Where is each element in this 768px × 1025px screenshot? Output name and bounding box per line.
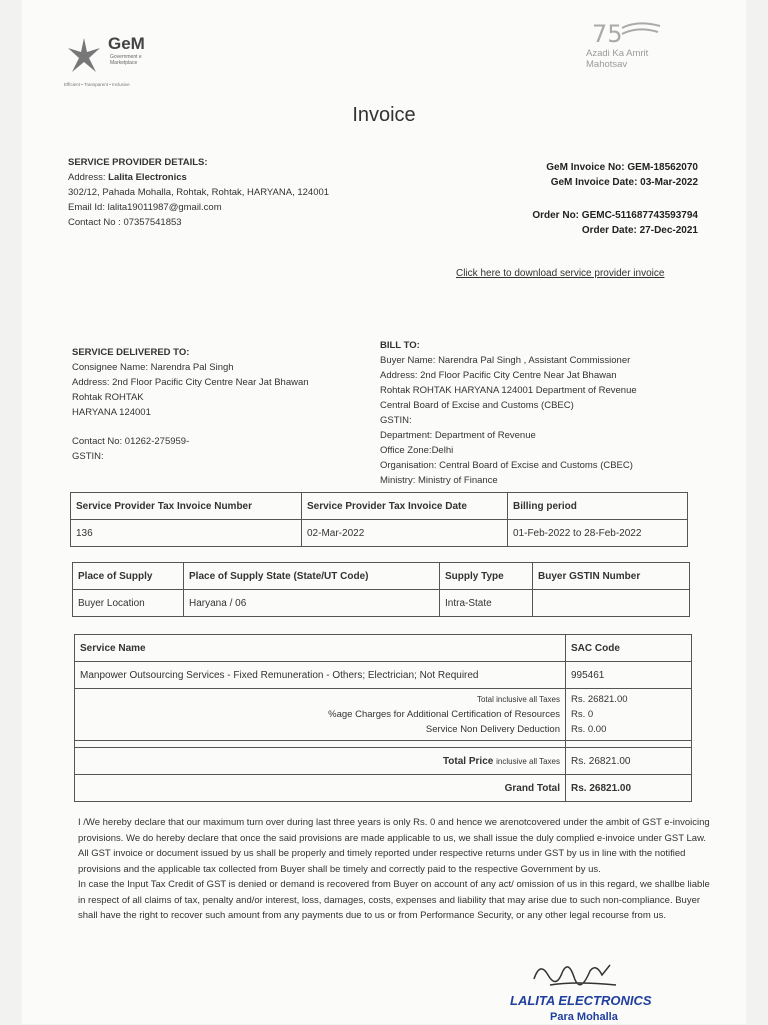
service-provider-address-line: 302/12, Pahada Mohalla, Rohtak, Rohtak, HARYANA, 124001 [68,187,330,198]
sac-code-header: SAC Code [566,635,692,662]
bill-address-1: Address: 2nd Floor Pacific City Centre Near Jat Bhawan [380,370,617,381]
table-header: Service Provider Tax Invoice Date [302,493,508,520]
table-header: Billing period [508,493,688,520]
table-row [73,590,690,617]
service-provider-name: Lalita Electronics [108,172,187,183]
table-row [75,741,692,748]
total-label: Total inclusive all Taxes [476,695,560,704]
bill-to-heading: BILL TO: [380,340,420,351]
delivery-gstin: GSTIN: [72,451,104,462]
service-delivered-to [72,345,309,464]
table-header: Place of Supply [73,563,184,590]
charges-values-cell [566,689,692,741]
service-provider-heading: SERVICE PROVIDER DETAILS: [68,157,208,168]
bill-organisation: Organisation: Central Board of Excise and Customs (CBEC) [380,460,633,471]
gem-invoice-no: GeM Invoice No: GEM-18562070 [546,162,698,173]
gem-star-icon [64,36,104,76]
bill-to [380,338,637,488]
table-row [75,748,692,775]
declaration-p1: I /We hereby declare that our maximum turn over during last three years is only Rs. 0 and hence we arenotcovered under the ambit of GST e-invoicing provisions. We do hereby declare that once the said provisions are made applicable to us, we shall issue the duly complied e-invoice under GST Law. [78,817,710,844]
charges-labels-cell [75,689,566,741]
service-name-cell: Manpower Outsourcing Services - Fixed Remuneration - Others; Electrician; Not Required [75,662,566,689]
bill-ministry: Ministry: Ministry of Finance [380,475,498,486]
invoice-date-cell: 02-Mar-2022 [302,520,508,547]
deduction-label: Service Non Delivery Deduction [425,724,560,735]
table-header: Buyer GSTIN Number [533,563,690,590]
table-header: Supply Type [440,563,533,590]
declaration-p3: In case the Input Tax Credit of GST is denied or demand is recovered from Buyer on account of any act/ omission of us in this regard, we shallbe liable in respect of all claims of tax, penalty and/or interest, loss, damages, costs, expenses and liability that may arise due to such non-compliance. Buyer shall have the right to recover such amount from any payments due to us or from Performance Security, or any other legal recourse from us. [78,879,710,921]
bill-office: Office Zone:Delhi [380,445,454,456]
azadi-logo [582,18,722,78]
table-row [75,635,692,662]
buyer-gstin-cell [533,590,690,617]
download-invoice-link[interactable]: Click here to download service provider invoice [456,268,665,279]
total-price-value: Rs. 26821.00 [566,748,692,775]
gem-logo [64,34,174,94]
table-row [73,563,690,590]
place-of-supply-table [72,562,690,617]
service-provider-address: Address: Lalita Electronics [68,172,187,183]
stamp-address: Para Mohalla [550,1011,618,1023]
gem-tagline: Efficient • Transparent • Inclusive [64,82,130,87]
invoice-page [22,0,746,1024]
supply-type-cell: Intra-State [440,590,533,617]
invoice-title: Invoice [352,104,416,126]
gem-subtitle: Government e Marketplace [110,54,142,66]
deduction-value: Rs. 0.00 [571,724,607,735]
consignee-name: Consignee Name: Narendra Pal Singh [72,362,234,373]
gem-wordmark: GeM [108,34,145,53]
charges-label: %age Charges for Additional Certification of Resources [328,709,560,720]
invoice-info [532,160,698,238]
total-value: Rs. 26821.00 [571,694,628,705]
delivery-contact: Contact No: 01262-275959- [72,436,190,447]
declaration-p2: All GST invoice or document issued by us shall be properly and timely reported under respective returns under GST by us in line with the notified provisions and the applicable tax collected from Buyer shall be timely and correctly paid to the respective Government by us. [78,848,686,875]
bill-department: Department: Department of Revenue [380,430,536,441]
invoice-number-cell: 136 [71,520,302,547]
table-row [75,775,692,802]
state-code-cell: Haryana / 06 [184,590,440,617]
azadi-75-icon [592,18,662,48]
billing-period-cell: 01-Feb-2022 to 28-Feb-2022 [508,520,688,547]
signature-stamp [490,955,730,1025]
stamp-name: LALITA ELECTRONICS [510,993,652,1008]
service-delivered-heading: SERVICE DELIVERED TO: [72,347,190,358]
grand-total-value: Rs. 26821.00 [566,775,692,802]
table-row [75,662,692,689]
place-of-supply-cell: Buyer Location [73,590,184,617]
bill-address-3: Central Board of Excise and Customs (CBEC) [380,400,574,411]
delivery-address-1: Address: 2nd Floor Pacific City Centre Near Jat Bhawan [72,377,309,388]
service-provider-details [68,155,329,230]
signature-mark [530,955,620,991]
tax-invoice-table [70,492,688,547]
buyer-name: Buyer Name: Narendra Pal Singh , Assistant Commissioner [380,355,631,366]
table-header: Service Provider Tax Invoice Number [71,493,302,520]
service-provider-contact: Contact No : 07357541853 [68,217,182,228]
table-header: Place of Supply State (State/UT Code) [184,563,440,590]
charges-value: Rs. 0 [571,709,594,720]
order-no: Order No: GEMC-511687743593794 [532,210,698,221]
service-table [74,634,692,802]
delivery-address-3: HARYANA 124001 [72,407,151,418]
bill-gstin: GSTIN: [380,415,412,426]
bill-address-2: Rohtak ROHTAK HARYANA 124001 Department of Revenue [380,385,637,396]
order-date: Order Date: 27-Dec-2021 [581,225,698,236]
total-price-label-cell: Total Price inclusive all Taxes [75,748,566,775]
delivery-address-2: Rohtak ROHTAK [72,392,144,403]
declaration [78,815,718,924]
sac-code-cell: 995461 [566,662,692,689]
grand-total-label: Grand Total [75,775,566,802]
table-row [75,689,692,741]
service-provider-email: Email Id: lalita19011987@gmail.com [68,202,222,213]
table-row [71,520,688,547]
svg-text:75: 75 [592,20,623,48]
gem-invoice-date: GeM Invoice Date: 03-Mar-2022 [550,177,698,188]
service-name-header: Service Name [75,635,566,662]
azadi-text: Azadi Ka Amrit Mahotsav [586,48,649,70]
table-row [71,493,688,520]
